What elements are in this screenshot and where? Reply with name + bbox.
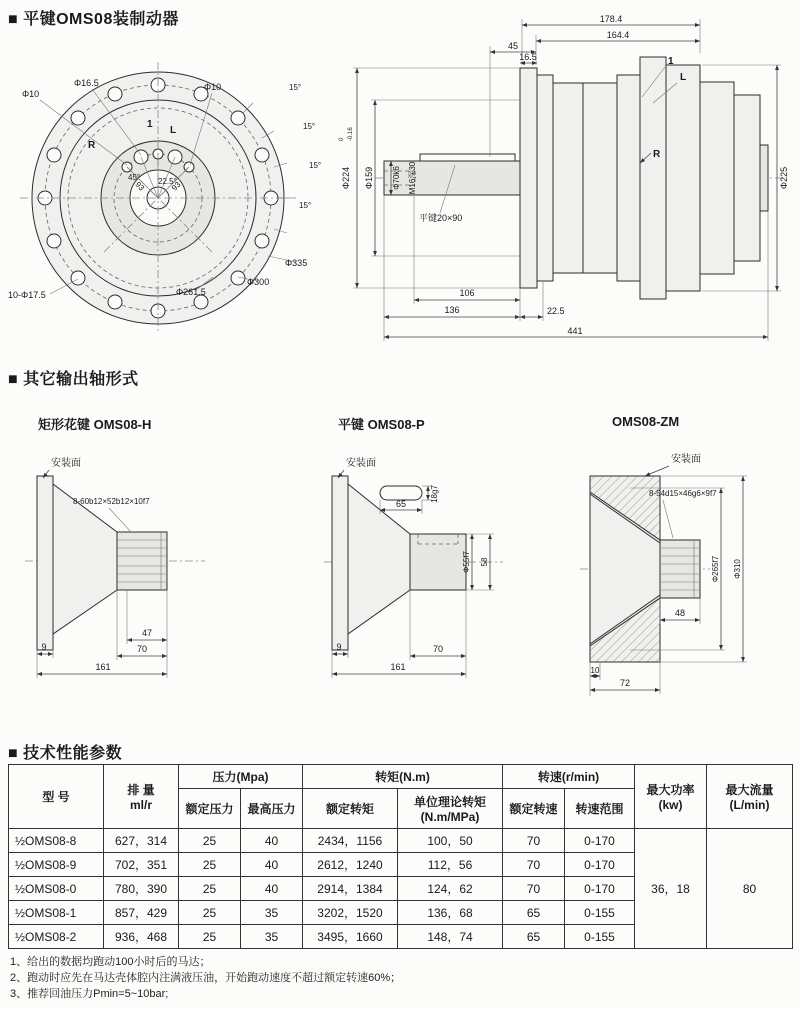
- col-header-max-flow-line1: 最大流量: [725, 783, 774, 797]
- dim-label: 58: [480, 557, 489, 567]
- dim-label: 9: [41, 642, 47, 652]
- cell-speed-range: 0-155: [565, 925, 635, 949]
- cell-model: ½OMS08-1: [9, 901, 104, 925]
- table-row: [9, 829, 793, 853]
- side-view-drawing: [335, 5, 800, 355]
- col-header-max-flow-line2: (L/min): [729, 798, 770, 812]
- tolerance-label: 0: [339, 137, 345, 141]
- mount-face-label: 安装面: [51, 458, 81, 469]
- cell-displacement: 627，314: [104, 829, 179, 853]
- section-title-shaft-forms: ■ 其它输出轴形式: [8, 371, 139, 388]
- port-label-l: L: [680, 72, 687, 83]
- shaft-p-title: 平键 OMS08-P: [338, 417, 425, 432]
- cell-rated-torque: 3495，1660: [303, 925, 398, 949]
- section-title-brake-motor: ■ 平键OMS08装制动器: [8, 11, 179, 28]
- dim-label: Φ300: [247, 277, 270, 287]
- dim-label: 65: [395, 499, 407, 509]
- dim-label: 47: [141, 628, 153, 638]
- cell-displacement: 780，390: [104, 877, 179, 901]
- shaft-zm-drawing: [575, 428, 800, 710]
- col-header-max-pressure: 最高压力: [241, 789, 303, 829]
- cell-max-pressure: 40: [241, 829, 303, 853]
- col-header-unit-torque: [398, 789, 503, 829]
- spec-table: [8, 764, 793, 949]
- footnote-3: 3、推荐回油压力Pmin=5~10bar;: [10, 988, 169, 1000]
- cell-max-flow: 80: [707, 829, 793, 949]
- cell-unit-torque: 112，56: [398, 853, 503, 877]
- port-label-1: 1: [668, 56, 674, 67]
- tolerance-label: -0.16: [348, 127, 354, 141]
- dim-label: Φ261.5: [176, 287, 206, 297]
- cell-model: ½OMS08-0: [9, 877, 104, 901]
- spline-spec-label: 8-54d15×46g6×9f7: [649, 489, 717, 498]
- dim-label: Φ225: [779, 166, 789, 190]
- col-header-max-power: [635, 765, 707, 829]
- col-header-displacement: [104, 765, 179, 829]
- dim-label: 178.4: [599, 14, 623, 24]
- dim-label: 161: [390, 662, 406, 672]
- footnotes: [10, 954, 401, 1002]
- dim-label: Φ224: [341, 166, 351, 190]
- col-header-unit-torque-line2: (N.m/MPa): [420, 810, 480, 824]
- col-header-torque: 转矩(N.m): [303, 765, 503, 789]
- cell-displacement: 857，429: [104, 901, 179, 925]
- cell-rated-torque: 2914，1384: [303, 877, 398, 901]
- shaft-h-drawing: [15, 428, 315, 710]
- cell-rated-torque: 2434，1156: [303, 829, 398, 853]
- cell-rated-pressure: 25: [179, 829, 241, 853]
- dim-label: 48: [674, 608, 686, 618]
- dim-label: Φ159: [364, 166, 374, 190]
- dim-label: Φ265f7: [711, 555, 720, 583]
- dim-label: 45: [507, 41, 519, 51]
- dim-label: 18g7: [430, 485, 439, 503]
- col-header-rated-pressure: 额定压力: [179, 789, 241, 829]
- port-label-r: R: [88, 140, 96, 151]
- angle-label: 15°: [289, 83, 302, 92]
- cell-max-power: 36，18: [635, 829, 707, 949]
- cell-speed-range: 0-170: [565, 853, 635, 877]
- dim-label: 106: [459, 288, 475, 298]
- cell-model: ½OMS08-2: [9, 925, 104, 949]
- dim-label: 70: [136, 644, 148, 654]
- dim-label: 93: [133, 179, 147, 193]
- dim-label: Φ70k6: [392, 166, 401, 190]
- col-header-model: 型 号: [9, 765, 104, 829]
- col-header-unit-torque-line1: 单位理论转矩: [414, 795, 487, 809]
- dim-label: 164.4: [606, 30, 630, 40]
- col-header-displacement-line1: 排 量: [127, 783, 155, 797]
- cell-rated-speed: 70: [503, 829, 565, 853]
- col-header-max-power-line1: 最大功率: [646, 783, 695, 797]
- cell-max-pressure: 40: [241, 877, 303, 901]
- mount-face-label: 安装面: [346, 458, 376, 469]
- shaft-h-title: 矩形花键 OMS08-H: [38, 417, 152, 432]
- col-header-max-flow: [707, 765, 793, 829]
- shaft-zm-title: OMS08-ZM: [612, 414, 680, 429]
- cell-rated-torque: 3202，1520: [303, 901, 398, 925]
- dim-label: 136: [444, 305, 460, 315]
- dim-label: 10-Φ17.5: [8, 290, 46, 300]
- dim-label: 72: [619, 678, 631, 688]
- col-header-pressure: 压力(Mpa): [179, 765, 303, 789]
- dim-label: 22.5: [547, 306, 565, 316]
- cell-speed-range: 0-170: [565, 877, 635, 901]
- dim-label: 441: [567, 326, 583, 336]
- dim-label: 16.5: [519, 52, 537, 62]
- spline-spec-label: 8-60b12×52b12×10f7: [73, 497, 150, 506]
- angle-label: 15°: [309, 161, 322, 170]
- dim-label: Φ335: [285, 258, 308, 268]
- dim-label: 9: [336, 642, 342, 652]
- cell-rated-pressure: 25: [179, 925, 241, 949]
- cell-model: ½OMS08-9: [9, 853, 104, 877]
- dim-label: M16深30: [408, 161, 417, 195]
- front-view-drawing: [0, 26, 335, 361]
- cell-displacement: 702，351: [104, 853, 179, 877]
- cell-rated-speed: 70: [503, 853, 565, 877]
- port-label-r: R: [653, 149, 661, 160]
- dim-label: 70: [432, 644, 444, 654]
- cell-rated-speed: 70: [503, 877, 565, 901]
- col-header-speed-range: 转速范围: [565, 789, 635, 829]
- dim-label: Φ310: [733, 559, 742, 579]
- front-view-geometry: [20, 62, 296, 334]
- cell-unit-torque: 136，68: [398, 901, 503, 925]
- port-label-l: L: [170, 125, 177, 136]
- cell-model: ½OMS08-8: [9, 829, 104, 853]
- cell-max-pressure: 35: [241, 925, 303, 949]
- dim-label: Φ10: [204, 82, 222, 92]
- angle-label: 45°: [128, 173, 141, 182]
- col-header-rated-torque: 额定转矩: [303, 789, 398, 829]
- footnote-1: 1、给出的数据均跑动100小时后的马达；: [10, 956, 211, 968]
- cell-max-pressure: 40: [241, 853, 303, 877]
- shaft-p-geometry: [324, 470, 503, 678]
- side-view-geometry: [353, 19, 785, 341]
- shaft-zm-geometry: [580, 466, 747, 696]
- col-header-max-power-line2: (kw): [658, 798, 683, 812]
- cell-max-pressure: 35: [241, 901, 303, 925]
- cell-rated-speed: 65: [503, 901, 565, 925]
- dim-label: Φ10: [22, 89, 40, 99]
- cell-rated-pressure: 25: [179, 901, 241, 925]
- cell-rated-torque: 2612，1240: [303, 853, 398, 877]
- angle-label: 15°: [303, 122, 316, 131]
- cell-speed-range: 0-170: [565, 829, 635, 853]
- cell-rated-pressure: 25: [179, 877, 241, 901]
- cell-displacement: 936，468: [104, 925, 179, 949]
- dim-label: 93: [169, 179, 183, 193]
- port-label-1: 1: [147, 119, 153, 130]
- col-header-speed: 转速(r/min): [503, 765, 635, 789]
- dim-label: Φ16.5: [74, 78, 99, 88]
- cell-unit-torque: 148，74: [398, 925, 503, 949]
- mount-face-label: 安装面: [671, 454, 701, 465]
- dim-label: 10: [590, 666, 600, 675]
- dim-label: Φ55f7: [462, 551, 471, 573]
- dim-label: 161: [95, 662, 111, 672]
- cell-speed-range: 0-155: [565, 901, 635, 925]
- section-title-specs: ■ 技术性能参数: [8, 745, 123, 762]
- col-header-displacement-line2: ml/r: [129, 798, 152, 812]
- angle-label: 15°: [299, 201, 312, 210]
- cell-unit-torque: 124，62: [398, 877, 503, 901]
- col-header-rated-speed: 额定转速: [503, 789, 565, 829]
- cell-rated-speed: 65: [503, 925, 565, 949]
- shaft-p-drawing: [318, 428, 580, 710]
- key-label: 平键20×90: [419, 213, 463, 223]
- cell-unit-torque: 100，50: [398, 829, 503, 853]
- footnote-2: 2、跑动时应先在马达壳体腔内注满液压油，开始跑动速度不超过额定转速60%；: [10, 972, 402, 984]
- angle-label: 22.5°: [158, 177, 177, 186]
- cell-rated-pressure: 25: [179, 853, 241, 877]
